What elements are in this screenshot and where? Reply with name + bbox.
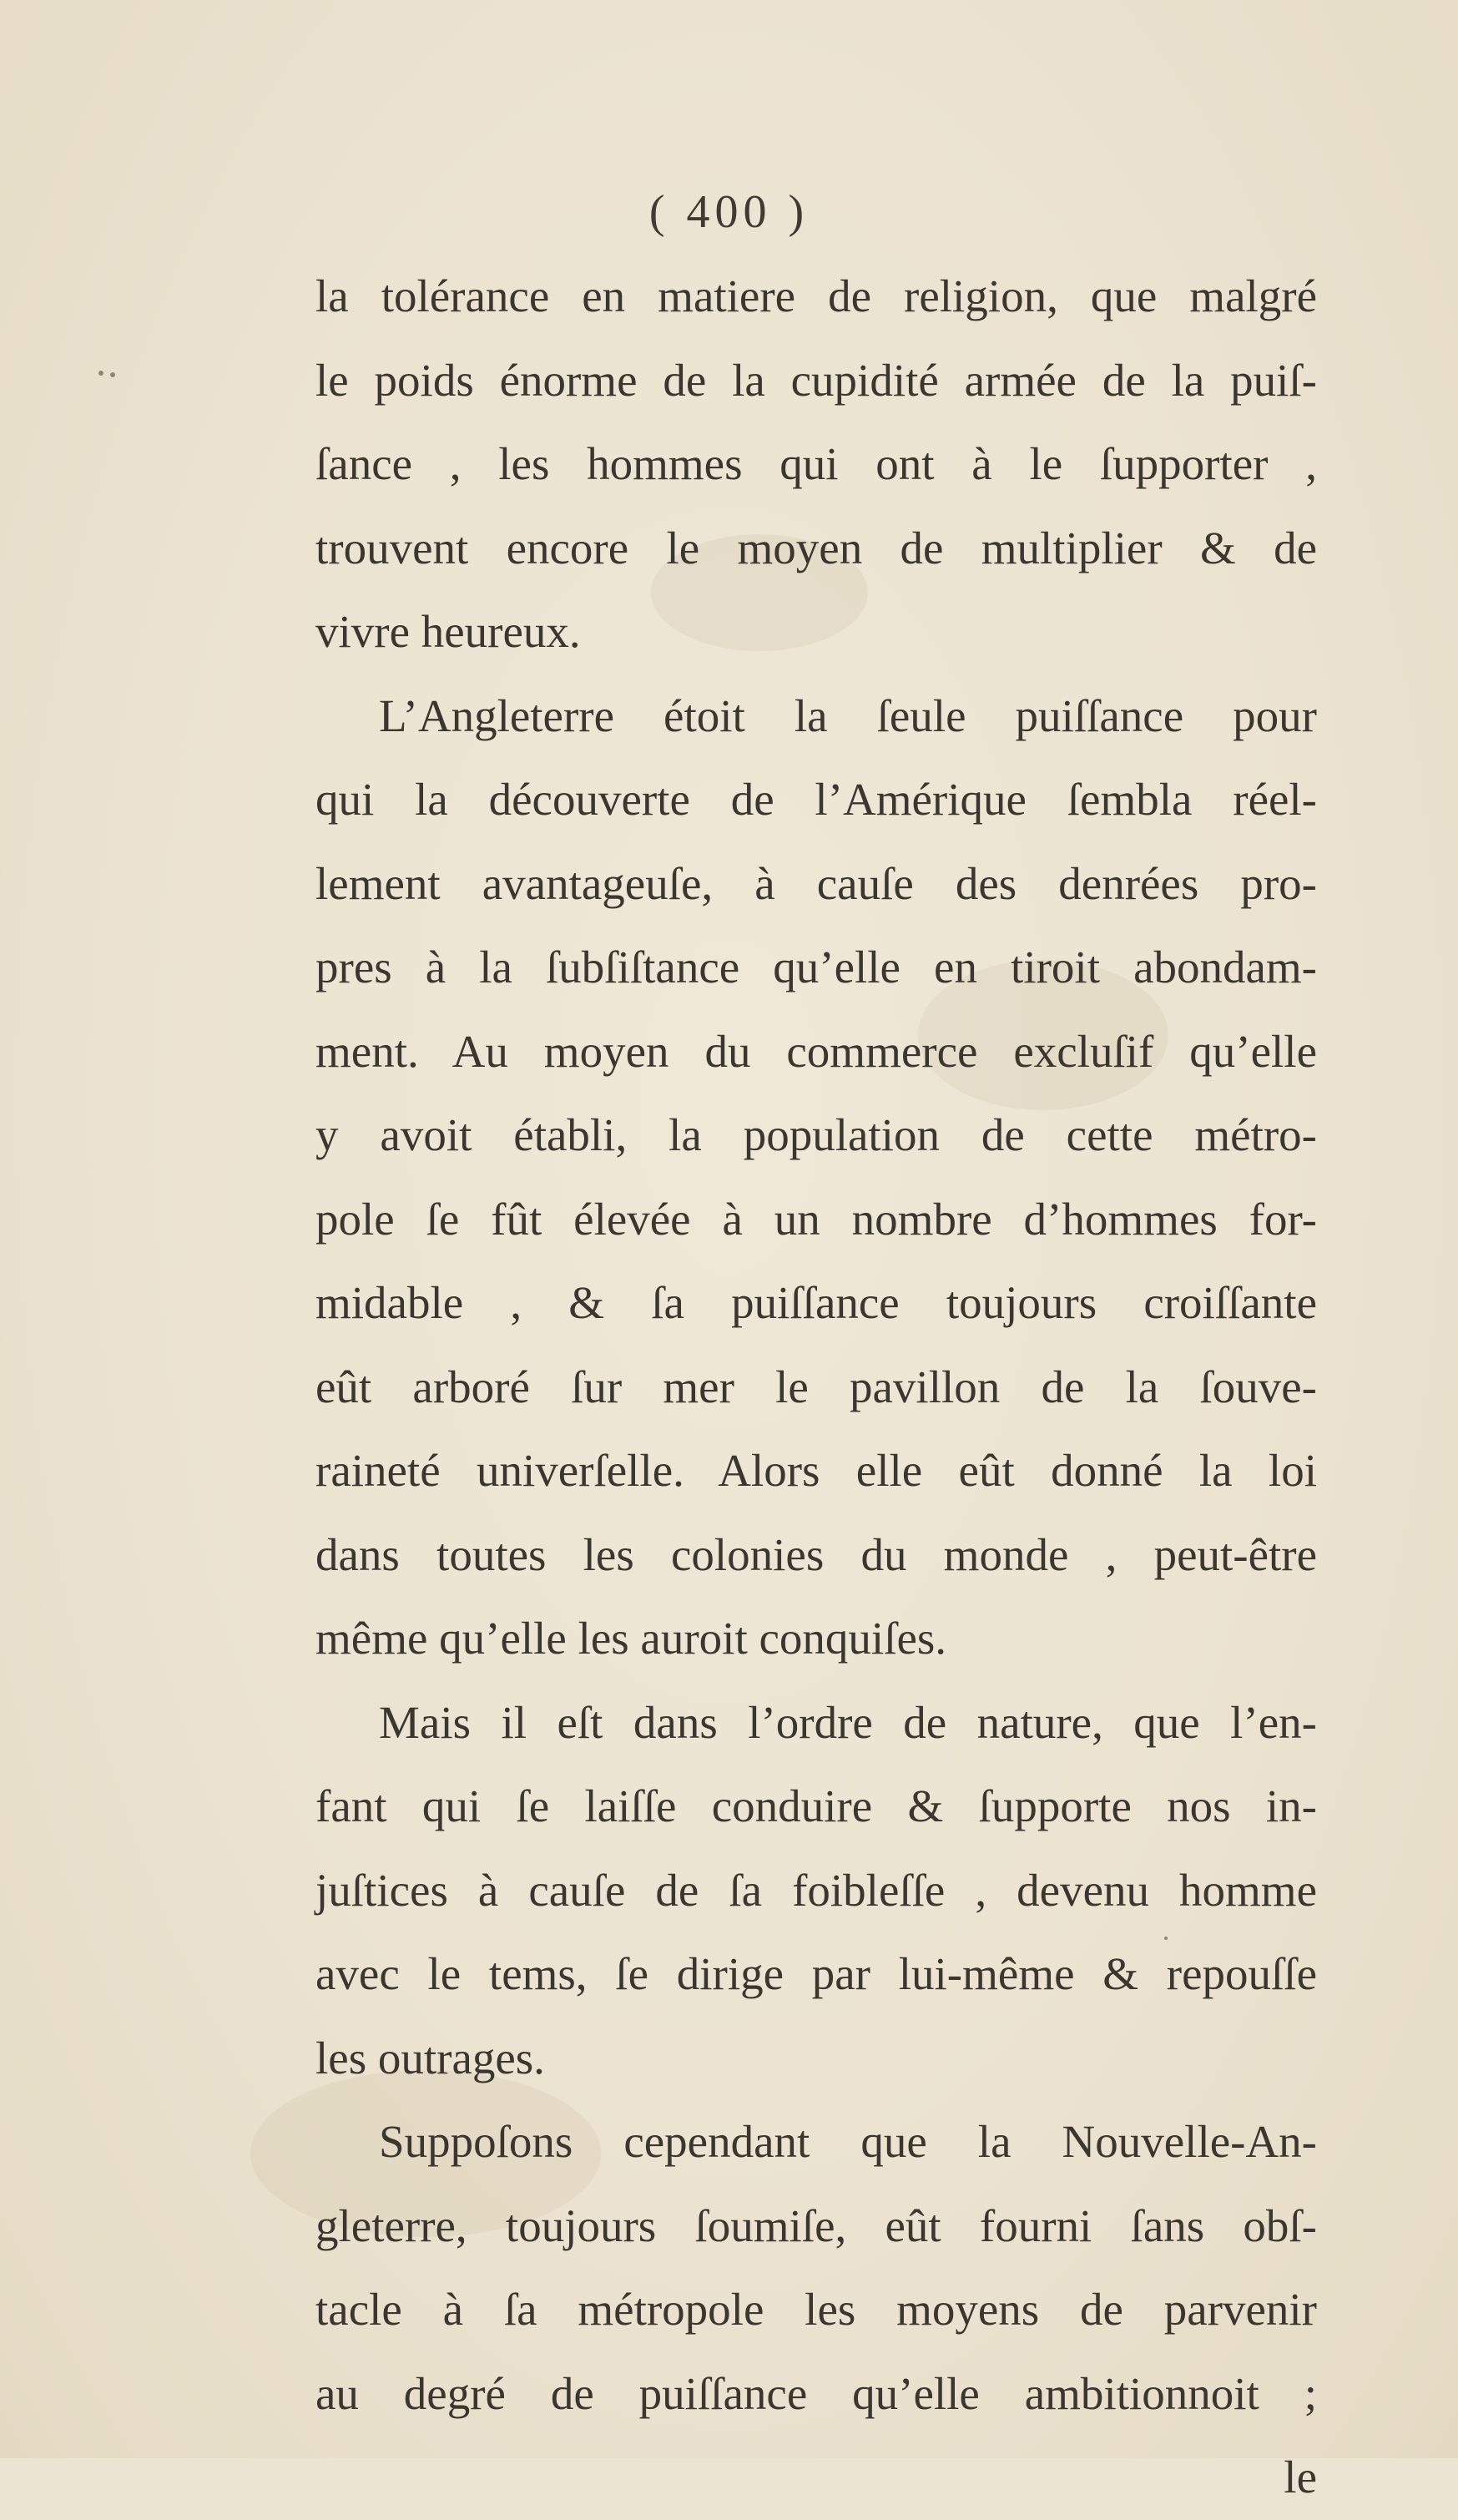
catchword: le <box>1284 2452 1317 2502</box>
text-line: ment. Au moyen du commerce excluſif qu’elle <box>315 1025 1317 1077</box>
text-line: la tolérance en matiere de religion, que malgré <box>315 270 1317 321</box>
text-line: fant qui ſe laiſſe conduire & ſupporte nos in- <box>315 1780 1317 1831</box>
text-line: qui la découverte de l’Amérique ſembla réel- <box>315 774 1317 825</box>
text-line: trouvent encore le moyen de multiplier & de <box>315 522 1317 573</box>
body-text <box>315 255 1317 2520</box>
text-line: eût arboré ſur mer le pavillon de la ſouve- <box>315 1361 1317 1412</box>
ink-speck <box>98 371 103 376</box>
text-line: lement avantageuſe, à cauſe des denrées pro- <box>315 857 1317 909</box>
text-line: raineté univerſelle. Alors elle eût donné la loi <box>315 1445 1317 1496</box>
text-line: L’Angleterre étoit la ſeule puiſſance pour <box>379 689 1317 741</box>
text-line: pole ſe fût élevée à un nombre d’hommes for- <box>315 1193 1317 1245</box>
page-number: ( 400 ) <box>648 186 810 238</box>
text-line: le poids énorme de la cupidité armée de la puiſ- <box>315 354 1317 406</box>
text-line: juſtices à cauſe de ſa foibleſſe , devenu homme <box>315 1864 1317 1916</box>
text-line: dans toutes les colonies du monde , peut-être <box>315 1528 1317 1580</box>
text-line: tacle à ſa métropole les moyens de parvenir <box>315 2284 1317 2335</box>
text-line: Suppoſons cependant que la Nouvelle-An- <box>379 2116 1317 2167</box>
text-line: au degré de puiſſance qu’elle ambitionnoit ; <box>315 2367 1317 2419</box>
text-line: gleterre, toujours ſoumiſe, eût fourni ſans obſ- <box>315 2199 1317 2251</box>
text-line: même qu’elle les auroit conquiſes. <box>315 1613 947 1664</box>
text-line: pres à la ſubſiſtance qu’elle en tiroit abondam- <box>315 942 1317 992</box>
text-line: ſance , les hommes qui ont à le ſupporter , <box>315 438 1317 489</box>
text-line: les outrages. <box>315 2032 545 2083</box>
text-line: midable , & ſa puiſſance toujours croiſſante <box>315 1277 1317 1328</box>
text-line: y avoit établi, la population de cette métro- <box>315 1109 1317 1160</box>
ink-speck <box>110 372 115 377</box>
text-line: Mais il eſt dans l’ordre de nature, que l’en- <box>379 1696 1317 1748</box>
text-line: vivre heureux. <box>315 606 581 657</box>
text-line: avec le tems, ſe dirige par lui-même & repouſſe <box>315 1948 1317 1999</box>
